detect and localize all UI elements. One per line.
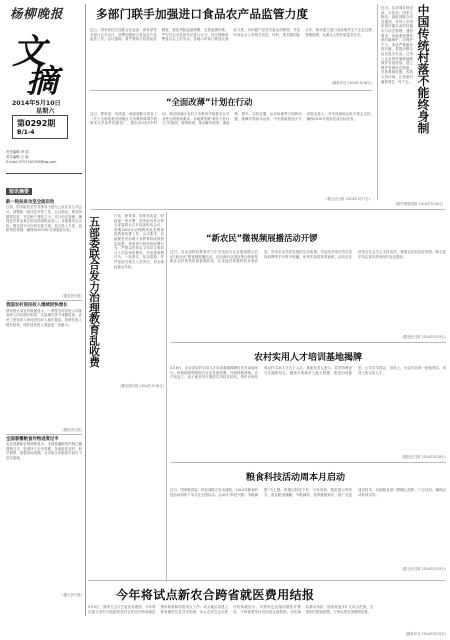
brief-source: (据人民日报) (62, 593, 82, 598)
section-char-zhai: 摘 (26, 62, 59, 100)
brief-body: 日前，国务院扶贫开发领导小组办公室在京召开会议，部署新一轮扶贫开发工作。会议指出，要坚持精准扶贫，对贫困户建档立卡，实行动态管理，确保扶贫资金真正用到贫困群众身上。各地要结合实际，制定切实可行的实施方案，加大投入力度，创新帮扶机制，确保到2020年实现脱贫目标。 (6, 205, 82, 233)
article-village-body: 近日，住房城乡建设部、文化部、国家文物局、财政部联合印发通知，对列入中国传统村落名录的村落实行动态管理。通知要求，各地要加强传统村落保护，对保护不力、造成严重破坏的村落，将提出警告直至退出名录。已列入名录的村落要编制保护发展规划，建立保护管理信息档案，完善基础设施，改善人居环境，让传统村落留得住、传下去。 (381, 6, 413, 84)
briefs-section-label: 短讯摘要 (6, 188, 32, 195)
section-divider (90, 209, 446, 210)
section-divider (88, 580, 446, 581)
brief-title: 新一轮扶贫攻坚全面启动 (6, 200, 55, 205)
page-number: B/1-4 (17, 129, 35, 136)
issue-weekday: 星期六 (36, 108, 55, 115)
issue-date: 2014年5月10日 (12, 100, 61, 107)
article-medical-source: (据新华社 2014年5月5日) (405, 632, 446, 636)
article-village-source: (据中国建设报 2014年5月6日) (395, 202, 443, 206)
brief-body: 国家统计局发布数据显示，一季度农村居民人均现金收入同比增长明显，实际增长高于城镇居民。农民工资性收入和经营性收入稳步提高，转移性收入增长较快，城乡居民收入差距进一步缩小。 (6, 308, 82, 327)
briefs-column (6, 178, 82, 618)
brief-source: (据经济日报) (62, 427, 82, 432)
article-village-headline: 中国传统村落不能终身制 (416, 4, 430, 134)
article-import-food (90, 6, 372, 78)
article-fee-headline: 五部委联合发力治理教育乱收费 (88, 216, 101, 368)
article-video-body: 近日，农业部科技教育司与中央电视台农业频道联合启动“新农民”微视频展播活动。活动面向全国征集反映新型职业农民风采的微视频作品，记录他们依靠科技发家致富、带动乡亲共同发展的生动故事。作品经评审后将在电视和网络平台集中展播，优秀作品将获得表彰。活动旨在营造全社会关心支持农民、尊重农民的良好氛围，吸引更多有志青年投身现代农业建设。 (170, 250, 446, 264)
credits (6, 150, 82, 165)
article-talent-source: (据经济日报 2014年5月8日) (402, 455, 446, 459)
brief-divider (6, 300, 82, 301)
brief-divider (6, 434, 82, 435)
article-talent-body: 5月6日，农业部农村实用人才培训基地揭牌仪式在某地举行。该基地将围绕现代农业发展需要，开展种植养殖、农产品加工、电子商务等方面的实用技术培训，每年计划培训农村实用人才五千人次。基地负责人表示，将坚持理论与实践相结合，邀请专家和乡土能人授课，建设田间课堂，让学员学得会、用得上，为农村培养一批留得住、用得上的实用人才。 (170, 366, 446, 380)
article-medical-headline: 今年将试点新农合跨省就医费用结报 (116, 588, 315, 602)
article-fee-body: 日前，教育部、国家发改委、财政部、审计署、国务院纠风办等五部委联合召开电视电话会议，部署2014年治理教育乱收费规范教育收费工作。会议要求，各地要坚决治理义务教育阶段择校乱收费，规范高中和高校收费行为，严禁以任何名义向学生收取与入学挂钩的费用。对违规收费行为，一经查实，坚决清退，并严肃追究相关人员责任，切实减轻群众负担。 (114, 214, 164, 269)
article-fee-source: (据光明日报 2014年5月8日) (120, 384, 164, 388)
column-divider-right (377, 4, 378, 200)
article-grain-body: 近日，国家粮食局、科技部联合发出通知，2014年粮食科技活动周将于本月在全国启动。活动以“科技兴粮、节粮减损”为主题，将通过科技下乡、专家咨询、展览展示等形式，普及粮食储藏、节粮减损、营养健康知识，推广先进适用技术。各地粮食部门要精心组织，广泛动员，确保活动取得实效。 (170, 488, 446, 497)
brief-item (6, 200, 82, 298)
article-headline: 多部门联手加强进口食品农产品监管力度 (96, 7, 309, 21)
credit-email: E-mail: 9727163709@qq.com (6, 160, 57, 164)
section-divider (170, 342, 446, 343)
article-grain-source: (据人民日报 2014年5月9日) (402, 567, 446, 571)
brief-source: (据农民日报) (62, 294, 82, 299)
article-medical-body: 5月4日，国家卫生计生委发布通知，今年将在部分省份开展新型农村合作医疗跨省就医费用核查和结报试点工作。试点地区将建立跨省就医信息共享机制，参合农民在定点医疗机构就医后，可按规定直接结算医疗费用，不再需要垫付后回参合地报销，切实减轻群众负担。国家将逐步扩大试点范围，完善相关配套政策，力争实现全国联网结算。 (88, 605, 374, 614)
article-grain-headline: 粮食科技活动周本月启动 (246, 473, 346, 483)
article-source: (据新华社 2014年5月8日) (331, 81, 372, 85)
issue-box (12, 115, 68, 139)
article-school-body: 近日，教育部、发改委、财政部联合印发了《关于全面改善贫困地区义务教育薄弱学校基本办学条件的意见》，提出用3至5年时间，使贫困地区农村义务教育学校基本办学条件达到底线要求。各地要按照“缺什么补什么”的原则，统筹规划，重点解决校舍、课桌椅、图书、实验仪器、运动场地等方面的问题，保障学校基本运转。中央财政将加大专项资金投入，对中西部地区给予重点支持，确保2018年底前完成目标任务。 (90, 112, 374, 126)
article-video-source: (据农民日报 2014年5月9日) (402, 335, 446, 339)
column-divider-mid (166, 212, 167, 582)
brief-title: 全国春播粮食作物进度过半 (6, 436, 59, 442)
article-school-source: (据人民日报 2014年5月7日) (326, 197, 370, 201)
brief-body: 农业部最新农情调度显示，全国春播粮食作物已播面积过半，进度快于去年同期。各地抢抓农时，科学调度，加强田间管理，为夺取全年粮食丰收打下坚实基础。 (6, 442, 82, 460)
section-char-wen: 文 (12, 32, 46, 72)
section-divider (90, 90, 372, 91)
column-divider-left (85, 4, 86, 616)
article-talent-headline: 农村实用人才培训基地揭牌 (254, 353, 363, 363)
section-divider (170, 462, 446, 463)
article-body: 近日，国家质检总局联合农业部、商务部等多部门召开会议，部署加强进口食品农产品监管工作。会议强调，要严格执行检验检疫制度，强化风险监测预警，完善追溯体系，严厉打击走私和非法进口行为，切实保障消费者舌尖上的安全。各地口岸部门要加大抽检力度，对问题产品坚决退运或销毁，并及时向社会公布相关信息。同时，要加强国际合作，推动建立进口食品境外生产企业注册管理制度，从源头上把好质量安全关。 (90, 28, 372, 42)
brief-item (6, 303, 82, 431)
brief-item (6, 437, 82, 597)
masthead-divider (6, 173, 82, 174)
credit-design: 美术编辑:王 娟 (6, 155, 29, 159)
masthead (6, 4, 82, 136)
issue-number: 第0292期 (17, 119, 56, 128)
brief-title: 我国农村居民收入继续较快增长 (6, 303, 68, 309)
credit-editor: 责任编辑:李 国 (6, 150, 29, 154)
article-school-headline: “全面改薄”计划在行动 (166, 97, 253, 107)
article-video-headline: “新农民”微视频展播活动开锣 (206, 233, 318, 243)
paper-name: 杨柳晚报 (10, 6, 64, 21)
